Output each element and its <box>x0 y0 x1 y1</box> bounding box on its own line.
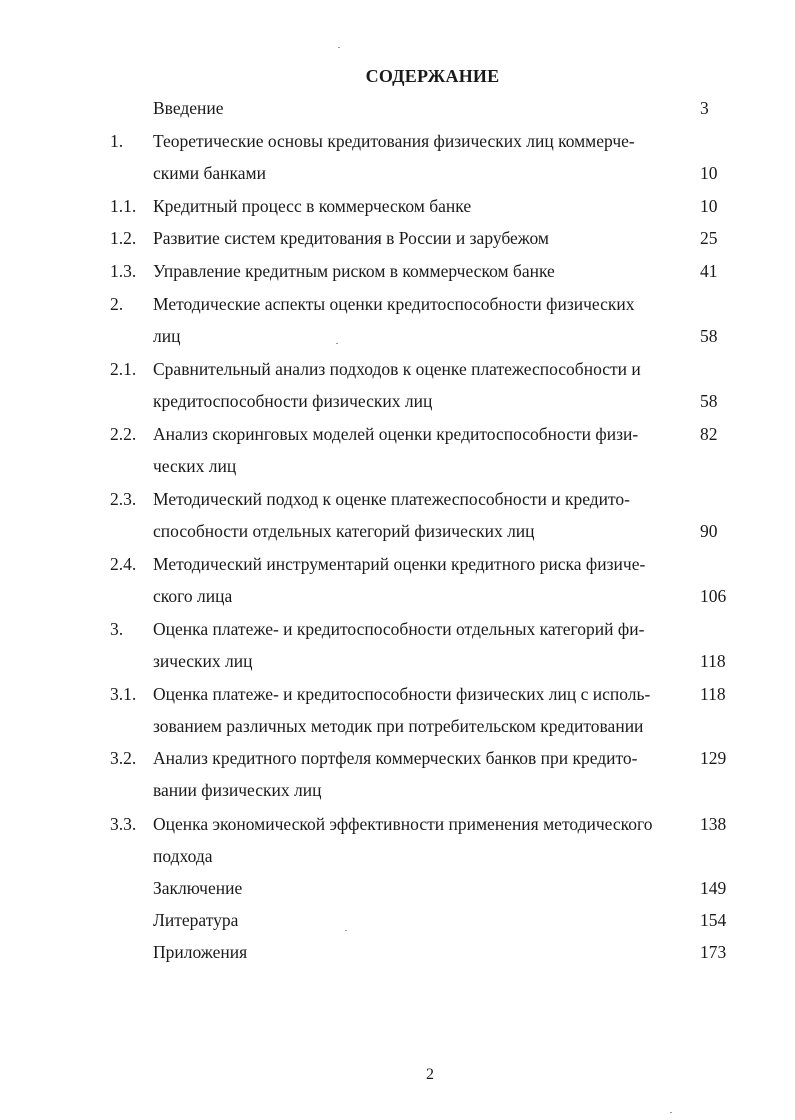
toc-entry-title: Оценка платеже- и кредитоспособности физических лиц с исполь- <box>153 684 651 704</box>
toc-entry-number: 2.2. <box>110 424 137 444</box>
scan-speck <box>336 343 338 344</box>
toc-entry-page: 10 <box>700 196 718 216</box>
toc-entry-title: Приложения <box>153 942 248 962</box>
toc-entry-title: Кредитный процесс в коммерческом банке <box>153 196 472 216</box>
toc-entry-title: Теоретические основы кредитования физических лиц коммерче- <box>153 131 635 151</box>
toc-entry-page: 10 <box>700 163 718 183</box>
toc-entry-number: 1.3. <box>110 261 137 281</box>
toc-entry-number: 3.2. <box>110 748 137 768</box>
toc-entry-number: 3. <box>110 619 124 639</box>
toc-entry-title: Оценка платеже- и кредитоспособности отдельных категорий фи- <box>153 619 645 639</box>
scan-speck <box>345 930 347 931</box>
toc-entry-number: 2.1. <box>110 359 137 379</box>
toc-entry-page: 118 <box>700 651 726 671</box>
toc-entry-page: 90 <box>700 521 718 541</box>
toc-entry-title-continued: лиц <box>153 326 181 346</box>
toc-entry-title: Заключение <box>153 878 243 898</box>
toc-entry-number: 2. <box>110 294 124 314</box>
scan-speck <box>670 1112 672 1113</box>
toc-entry-title: Управление кредитным риском в коммерческом банке <box>153 261 555 281</box>
toc-entry-page: 149 <box>700 878 727 898</box>
toc-entry-page: 173 <box>700 942 727 962</box>
toc-entry-title: Методический инструментарий оценки кредитного риска физиче- <box>153 554 646 574</box>
toc-entry-page: 58 <box>700 326 718 346</box>
toc-entry-title: Оценка экономической эффективности применения методического <box>153 814 653 834</box>
toc-entry-number: 1.1. <box>110 196 137 216</box>
toc-entry-title-continued: подхода <box>153 846 213 866</box>
toc-entry-number: 1.2. <box>110 228 137 248</box>
toc-entry-page: 118 <box>700 684 726 704</box>
toc-entry-title-continued: ского лица <box>153 586 233 606</box>
page-title: СОДЕРЖАНИЕ <box>365 66 500 86</box>
toc-entry-number: 2.4. <box>110 554 137 574</box>
toc-entry-page: 138 <box>700 814 727 834</box>
toc-entry-title: Сравнительный анализ подходов к оценке платежеспособности и <box>153 359 641 379</box>
page-number: 2 <box>426 1066 434 1083</box>
toc-entry-page: 129 <box>700 748 727 768</box>
toc-entry-title: Введение <box>153 98 224 118</box>
toc-entry-page: 3 <box>700 98 709 118</box>
toc-entry-page: 82 <box>700 424 718 444</box>
toc-entry-title: Анализ скоринговых моделей оценки кредитоспособности физи- <box>153 424 639 444</box>
toc-entry-title: Анализ кредитного портфеля коммерческих банков при кредито- <box>153 748 638 768</box>
toc-entry-title-continued: зованием различных методик при потребительском кредитовании <box>153 716 644 736</box>
toc-entry-title: Методические аспекты оценки кредитоспособности физических <box>153 294 635 314</box>
toc-entry-title: Литература <box>153 910 239 930</box>
toc-entry-title: Развитие систем кредитования в России и зарубежом <box>153 228 549 248</box>
toc-entry-page: 58 <box>700 391 718 411</box>
toc-entry-number: 3.3. <box>110 814 137 834</box>
toc-entry-title-continued: скими банками <box>153 163 266 183</box>
toc-entry-number: 3.1. <box>110 684 137 704</box>
toc-entry-page: 154 <box>700 910 727 930</box>
toc-entry-page: 25 <box>700 228 718 248</box>
toc-entry-title-continued: ческих лиц <box>153 456 237 476</box>
toc-entry-number: 2.3. <box>110 489 137 509</box>
toc-entry-page: 41 <box>700 261 718 281</box>
toc-entry-title-continued: кредитоспособности физических лиц <box>153 391 433 411</box>
toc-entry-title: Методический подход к оценке платежеспособности и кредито- <box>153 489 630 509</box>
toc-entry-title-continued: зических лиц <box>153 651 253 671</box>
toc-entry-title-continued: вании физических лиц <box>153 780 322 800</box>
toc-entry-number: 1. <box>110 131 124 151</box>
toc-entry-page: 106 <box>700 586 727 606</box>
scan-speck <box>338 47 340 48</box>
toc-entry-title-continued: способности отдельных категорий физических лиц <box>153 521 535 541</box>
